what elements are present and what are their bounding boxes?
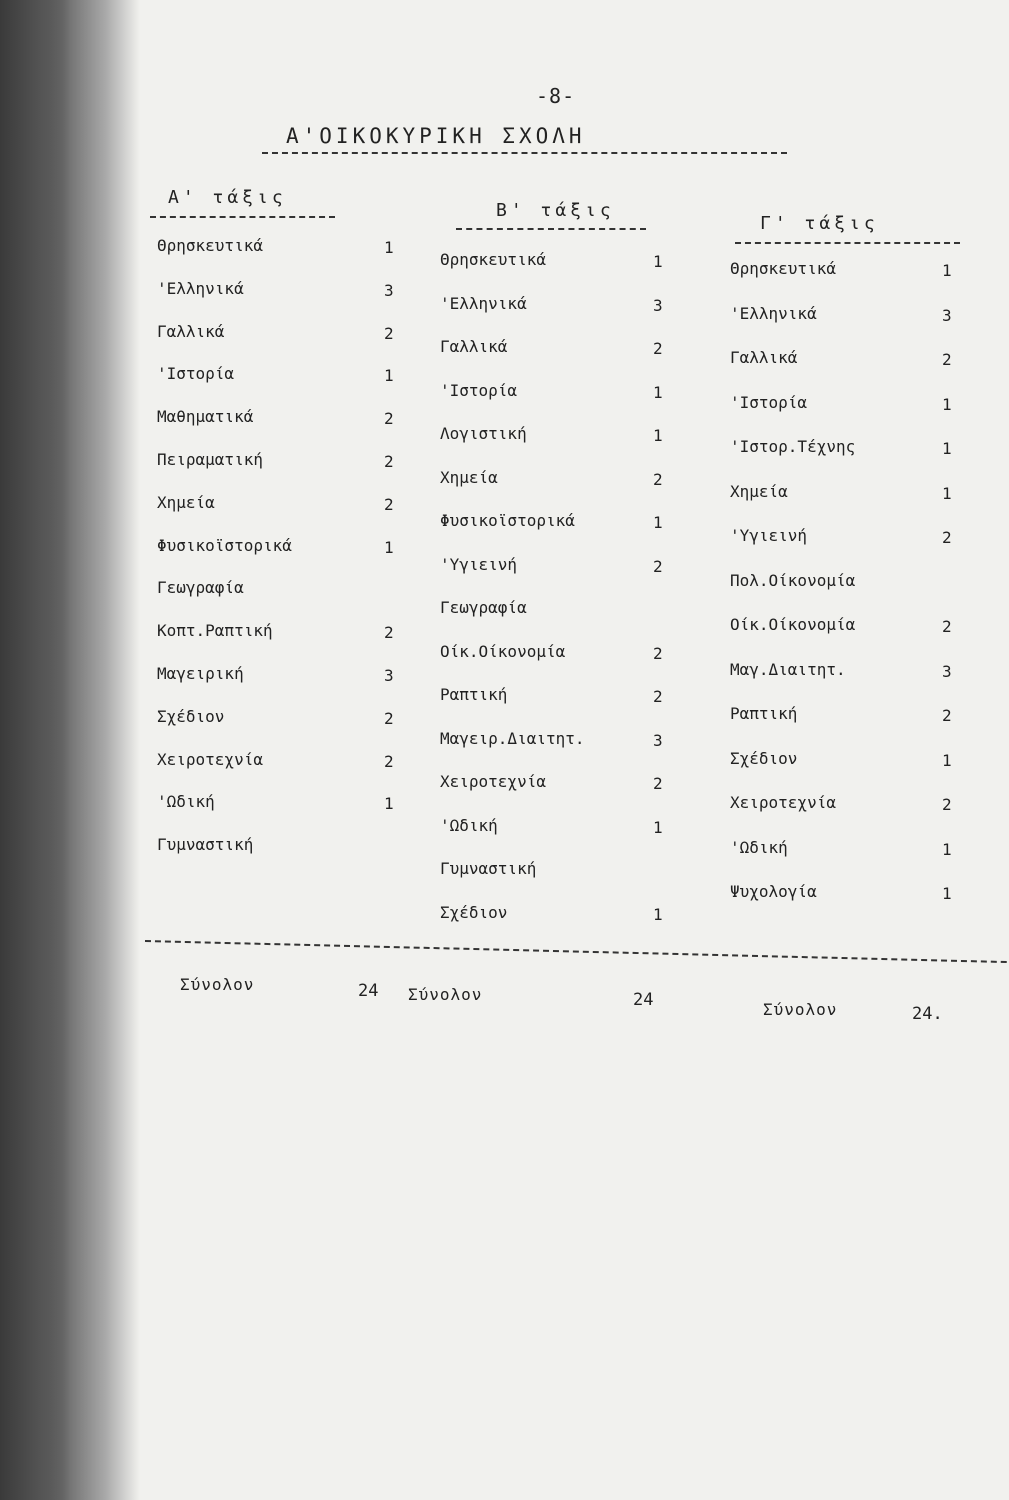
subject-name: Πειραματική — [157, 450, 263, 469]
subject-hours: 2 — [942, 795, 952, 814]
subject-name: 'Ωδική — [157, 792, 215, 812]
subject-name: Γαλλικά — [730, 348, 798, 367]
subject-name: Θρησκευτικά — [157, 236, 263, 255]
column-c-total-label: Σύνολον — [763, 1000, 838, 1019]
column-a-heading-rule — [150, 216, 335, 218]
subject-hours: 2 — [384, 623, 394, 643]
column-b-total-label: Σύνολον — [408, 985, 483, 1004]
subject-hours: 2 — [653, 339, 663, 358]
subject-name: Χειροτεχνία — [440, 772, 546, 791]
column-b-total: 24 — [633, 990, 654, 1010]
subject-hours: 2 — [384, 323, 394, 343]
subject-name: Θρησκευτικά — [440, 250, 546, 269]
column-a-total: 24 — [358, 981, 379, 1001]
subject-name: 'Ωδική — [730, 837, 788, 857]
column-a-heading: Α' τάξις — [168, 187, 287, 208]
subject-name: Χημεία — [440, 467, 498, 487]
subject-hours: 1 — [942, 884, 952, 903]
column-b-heading-rule — [456, 228, 646, 230]
subject-hours: 2 — [384, 751, 394, 771]
subject-name: Οίκ.Οίκονομία — [730, 615, 856, 634]
subject-hours: 2 — [384, 452, 394, 471]
subject-name: Πολ.Οίκονομία — [730, 570, 856, 590]
subject-hours: 2 — [653, 469, 663, 489]
subject-hours: 2 — [942, 350, 952, 369]
subject-hours: 2 — [942, 528, 952, 547]
subject-hours: 1 — [653, 426, 663, 445]
subject-name: 'Ωδική — [440, 815, 498, 835]
subject-name: Σχέδιον — [730, 748, 798, 768]
column-c-total: 24. — [912, 1004, 943, 1024]
subject-hours: 3 — [653, 730, 663, 750]
subject-name: Σχέδιον — [157, 706, 225, 726]
subject-name: Χημεία — [730, 481, 788, 501]
subject-name: Λογιστική — [440, 424, 527, 443]
subject-name: 'Ελληνικά — [440, 293, 527, 313]
subject-hours: 1 — [942, 261, 952, 280]
subject-name: Γεωγραφία — [157, 578, 244, 598]
subject-hours: 1 — [384, 794, 394, 814]
subject-name: Φυσικοϊστορικά — [440, 511, 575, 530]
subject-hours: 1 — [942, 394, 952, 414]
subject-name: Χημεία — [157, 492, 215, 512]
subject-hours: 2 — [384, 409, 394, 429]
subject-name: Μαθηματικά — [157, 407, 254, 427]
subject-hours: 1 — [653, 382, 663, 402]
column-c-heading-rule — [735, 242, 960, 244]
subject-hours: 2 — [653, 774, 663, 793]
subject-hours: 1 — [942, 839, 952, 859]
subject-name: Γυμναστική — [157, 835, 254, 855]
subject-hours: 1 — [653, 817, 663, 837]
subject-name: Μαγειρική — [157, 664, 244, 683]
subject-name: Μαγ.Διαιτητ. — [730, 659, 846, 679]
subject-hours: 2 — [653, 687, 663, 706]
subject-hours: 2 — [653, 556, 663, 576]
subject-name: 'Ελληνικά — [730, 303, 817, 323]
subject-name: 'Ιστορ.Τέχνης — [730, 437, 856, 456]
subject-name: Χειροτεχνία — [157, 749, 263, 769]
subject-name: 'Υγιεινή — [730, 526, 808, 545]
subject-name: Ψυχολογία — [730, 882, 817, 901]
subject-name: Φυσικοϊστορικά — [157, 535, 292, 555]
subject-name: Θρησκευτικά — [730, 259, 836, 278]
column-c-heading: Γ' τάξις — [760, 213, 879, 234]
subject-name: 'Υγιεινή — [440, 554, 518, 574]
subject-hours: 2 — [942, 706, 952, 725]
subject-hours: 2 — [384, 494, 394, 514]
subject-name: 'Ιστορία — [157, 364, 235, 384]
subject-name: Γαλλικά — [157, 321, 225, 341]
subject-name: 'Ιστορία — [730, 392, 808, 412]
subject-name: 'Ιστορία — [440, 380, 518, 400]
subject-hours: 1 — [942, 750, 952, 770]
subject-hours: 1 — [653, 513, 663, 532]
subject-hours: 1 — [653, 252, 663, 271]
subject-hours: 1 — [384, 238, 394, 257]
subject-hours: 1 — [384, 537, 394, 557]
subject-hours: 3 — [384, 280, 394, 300]
subject-hours: 3 — [384, 666, 394, 685]
subject-hours: 1 — [384, 366, 394, 386]
subject-hours: 3 — [942, 661, 952, 681]
subject-name: Κοπτ.Ραπτική — [157, 621, 273, 641]
scan-edge-shadow-dark — [0, 0, 70, 1500]
title-underline — [262, 152, 787, 154]
subject-name: Μαγειρ.Διαιτητ. — [440, 728, 585, 748]
subject-name: Γυμναστική — [440, 859, 537, 878]
subject-hours: 3 — [942, 305, 952, 325]
subject-hours: 1 — [653, 904, 663, 924]
document-title: Α'ΟΙΚΟΚΥΡΙΚΗ ΣΧΟΛΗ — [286, 124, 586, 148]
column-a-total-label: Σύνολον — [180, 975, 255, 994]
subject-hours: 1 — [942, 483, 952, 503]
subject-name: Γαλλικά — [440, 337, 508, 356]
subject-name: Γεωγραφία — [440, 598, 527, 617]
subject-name: Σχέδιον — [440, 902, 508, 922]
subject-name: Οίκ.Οίκονομία — [440, 641, 566, 661]
subject-name: Ραπτική — [730, 704, 798, 723]
subject-name: Χειροτεχνία — [730, 793, 836, 812]
subject-hours: 2 — [942, 617, 952, 636]
subject-hours: 1 — [942, 439, 952, 458]
subject-hours: 2 — [653, 643, 663, 663]
subject-name: 'Ελληνικά — [157, 278, 244, 298]
page-number: -8- — [536, 84, 576, 108]
subject-hours: 2 — [384, 708, 394, 728]
subject-name: Ραπτική — [440, 685, 508, 704]
column-b-heading: Β' τάξις — [496, 200, 615, 221]
subject-hours: 3 — [653, 295, 663, 315]
totals-rule — [145, 940, 1007, 963]
